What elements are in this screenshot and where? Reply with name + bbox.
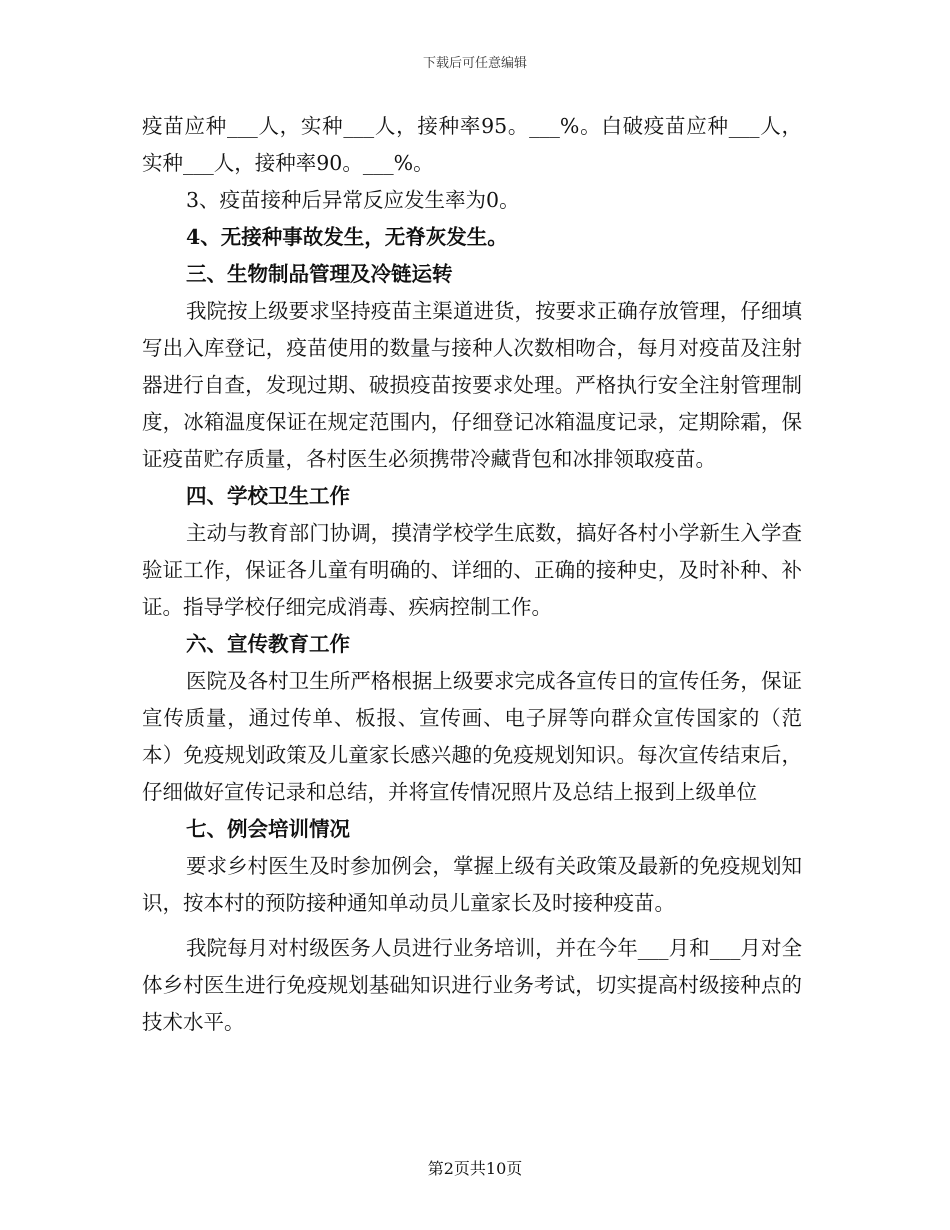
paragraph-school-health: 主动与教育部门协调，摸清学校学生底数，搞好各村小学新生入学查验证工作，保证各儿童有明确的、详细的、正确的接种史，及时补种、补证。指导学校仔细完成消毒、疾病控制工作。 [142,521,802,619]
paragraph-no-incidents: 4、无接种事故发生，无脊灰发生。 [186,225,508,249]
document-body [142,108,802,1041]
paragraph-adverse-reaction: 3、疫苗接种后异常反应发生率为0。 [186,188,520,212]
paragraph-publicity: 医院及各村卫生所严格根据上级要求完成各宣传日的宣传任务，保证宣传质量，通过传单、板报、宣传画、电子屏等向群众宣传国家的（范本）免疫规划政策及儿童家长感兴趣的免疫规划知识。每次宣传结束后，仔细做好宣传记录和总结，并将宣传情况照片及总结上报到上级单位 [142,669,802,804]
section-heading-biologics: 三、生物制品管理及冷链运转 [186,262,453,286]
paragraph-biologics: 我院按上级要求坚持疫苗主渠道进货，按要求正确存放管理，仔细填写出入库登记，疫苗使用的数量与接种人次数相吻合，每月对疫苗及注射器进行自查，发现过期、破损疫苗按要求处理。严格执行安全注射管理制度，冰箱温度保证在规定范围内，仔细登记冰箱温度记录，定期除霜，保证疫苗贮存质量，各村医生必须携带冷藏背包和冰排领取疫苗。 [142,299,802,471]
section-heading-training: 七、例会培训情况 [186,817,350,841]
page-header: 下载后可任意编辑 [422,56,527,71]
section-heading-school-health: 四、学校卫生工作 [186,484,350,508]
paragraph-vaccination-rates: 疫苗应种___人，实种___人，接种率95。___%。白破疫苗应种___人，实种___人，接种率90。___%。 [142,114,802,175]
paragraph-training-meetings: 要求乡村医生及时参加例会，掌握上级有关政策及最新的免疫规划知识，按本村的预防接种通知单动员儿童家长及时接种疫苗。 [142,854,802,915]
paragraph-spacer [142,922,802,930]
section-heading-publicity: 六、宣传教育工作 [186,632,350,656]
page-footer: 第2页共10页 [427,1159,523,1178]
paragraph-training-exams: 我院每月对村级医务人员进行业务培训，并在今年___月和___月对全体乡村医生进行免疫规划基础知识进行业务考试，切实提高村级接种点的技术水平。 [142,936,802,1034]
